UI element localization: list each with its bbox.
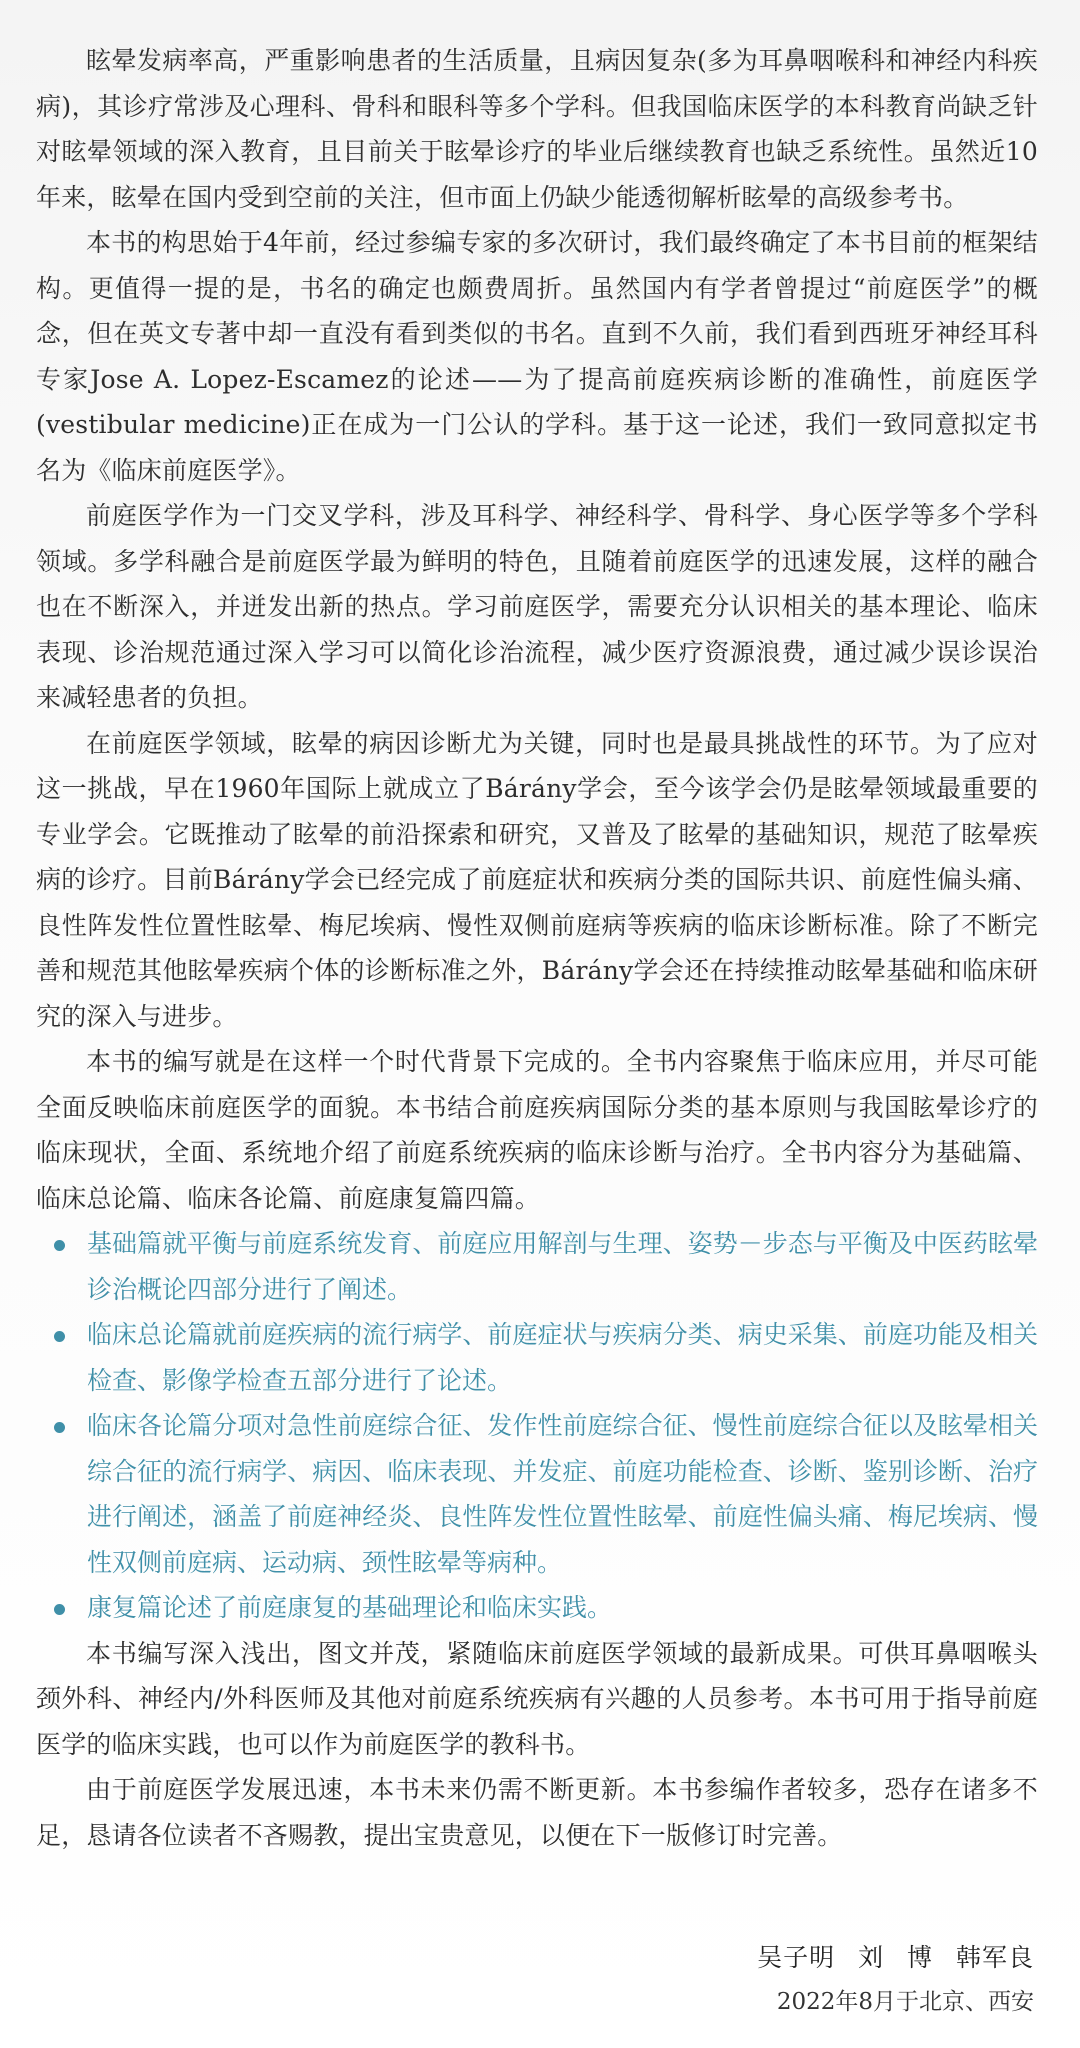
author-names: 吴子明 刘 博 韩军良 xyxy=(757,1943,1034,1972)
signature-block xyxy=(757,1938,1034,2022)
paragraph-2: 本书的构思始于4年前，经过参编专家的多次研讨，我们最终确定了本书目前的框架结构。更值得一提的是，书名的确定也颇费周折。虽然国内有学者曾提过“前庭医学”的概念，但在英文专著中却一直没有看到类似的书名。直到不久前，我们看到西班牙神经耳科专家Jose A. Lopez-Escamez的论述——为了提高前庭疾病诊断的准确性，前庭医学(vestibular medicine)正在成为一门公认的学科。基于这一论述，我们一致同意拟定书名为《临床前庭医学》。 xyxy=(36,228,1038,485)
paragraph-6: 本书编写深入浅出，图文并茂，紧随临床前庭医学领域的最新成果。可供耳鼻咽喉头颈外科、神经内/外科医师及其他对前庭系统疾病有兴趣的人员参考。本书可用于指导前庭医学的临床实践，也可以作为前庭医学的教科书。 xyxy=(36,1638,1038,1759)
list-item-text: 临床总论篇就前庭疾病的流行病学、前庭症状与疾病分类、病史采集、前庭功能及相关检查、影像学检查五部分进行了论述。 xyxy=(87,1320,1038,1395)
list-item xyxy=(36,1403,1038,1585)
list-item-text: 基础篇就平衡与前庭系统发育、前庭应用解剖与生理、姿势－步态与平衡及中医药眩晕诊治概论四部分进行了阐述。 xyxy=(87,1229,1038,1304)
paragraph-1: 眩晕发病率高，严重影响患者的生活质量，且病因复杂(多为耳鼻咽喉科和神经内科疾病)，其诊疗常涉及心理科、骨科和眼科等多个学科。但我国临床医学的本科教育尚缺乏针对眩晕领域的深入教育，且目前关于眩晕诊疗的毕业后继续教育也缺乏系统性。虽然近10年来，眩晕在国内受到空前的关注，但市面上仍缺少能透彻解析眩晕的高级参考书。 xyxy=(36,46,1038,212)
list-item xyxy=(36,1312,1038,1403)
list-item xyxy=(36,1221,1038,1312)
paragraph-4: 在前庭医学领域，眩晕的病因诊断尤为关键，同时也是最具挑战性的环节。为了应对这一挑战，早在1960年国际上就成立了Bárány学会，至今该学会仍是眩晕领域最重要的专业学会。它既推动了眩晕的前沿探索和研究，又普及了眩晕的基础知识，规范了眩晕疾病的诊疗。目前Bárány学会已经完成了前庭症状和疾病分类的国际共识、前庭性偏头痛、良性阵发性位置性眩晕、梅尼埃病、慢性双侧前庭病等疾病的临床诊断标准。除了不断完善和规范其他眩晕疾病个体的诊断标准之外，Bárány学会还在持续推动眩晕基础和临床研究的深入与进步。 xyxy=(36,728,1038,1031)
bullet-dot-icon xyxy=(54,1422,65,1433)
paragraph-5: 本书的编写就是在这样一个时代背景下完成的。全书内容聚焦于临床应用，并尽可能全面反映临床前庭医学的面貌。本书结合前庭疾病国际分类的基本原则与我国眩晕诊疗的临床现状，全面、系统地介绍了前庭系统疾病的临床诊断与治疗。全书内容分为基础篇、临床总论篇、临床各论篇、前庭康复篇四篇。 xyxy=(36,1047,1038,1213)
list-item-text: 临床各论篇分项对急性前庭综合征、发作性前庭综合征、慢性前庭综合征以及眩晕相关综合征的流行病学、病因、临床表现、并发症、前庭功能检查、诊断、鉴别诊断、治疗进行阐述，涵盖了前庭神经炎、良性阵发性位置性眩晕、前庭性偏头痛、梅尼埃病、慢性双侧前庭病、运动病、颈性眩晕等病种。 xyxy=(87,1411,1038,1577)
bullet-dot-icon xyxy=(54,1604,65,1615)
date-place: 2022年8月于北京、西安 xyxy=(776,1989,1034,2015)
paragraph-3: 前庭医学作为一门交叉学科，涉及耳科学、神经科学、骨科学、身心医学等多个学科领域。多学科融合是前庭医学最为鲜明的特色，且随着前庭医学的迅速发展，这样的融合也在不断深入，并迸发出新的热点。学习前庭医学，需要充分认识相关的基本理论、临床表现、诊治规范通过深入学习可以简化诊治流程，减少医疗资源浪费，通过减少误诊误治来减轻患者的负担。 xyxy=(36,501,1038,712)
closing-paragraphs xyxy=(36,1631,1038,1859)
intro-paragraphs xyxy=(36,38,1038,1221)
bullet-dot-icon xyxy=(54,1240,65,1251)
list-item xyxy=(36,1585,1038,1631)
paragraph-7: 由于前庭医学发展迅速，本书未来仍需不断更新。本书参编作者较多，恐存在诸多不足，恳请各位读者不吝赐教，提出宝贵意见，以便在下一版修订时完善。 xyxy=(36,1775,1038,1850)
list-item-text: 康复篇论述了前庭康复的基础理论和临床实践。 xyxy=(87,1593,613,1622)
book-sections-list xyxy=(36,1221,1038,1631)
bullet-dot-icon xyxy=(54,1331,65,1342)
